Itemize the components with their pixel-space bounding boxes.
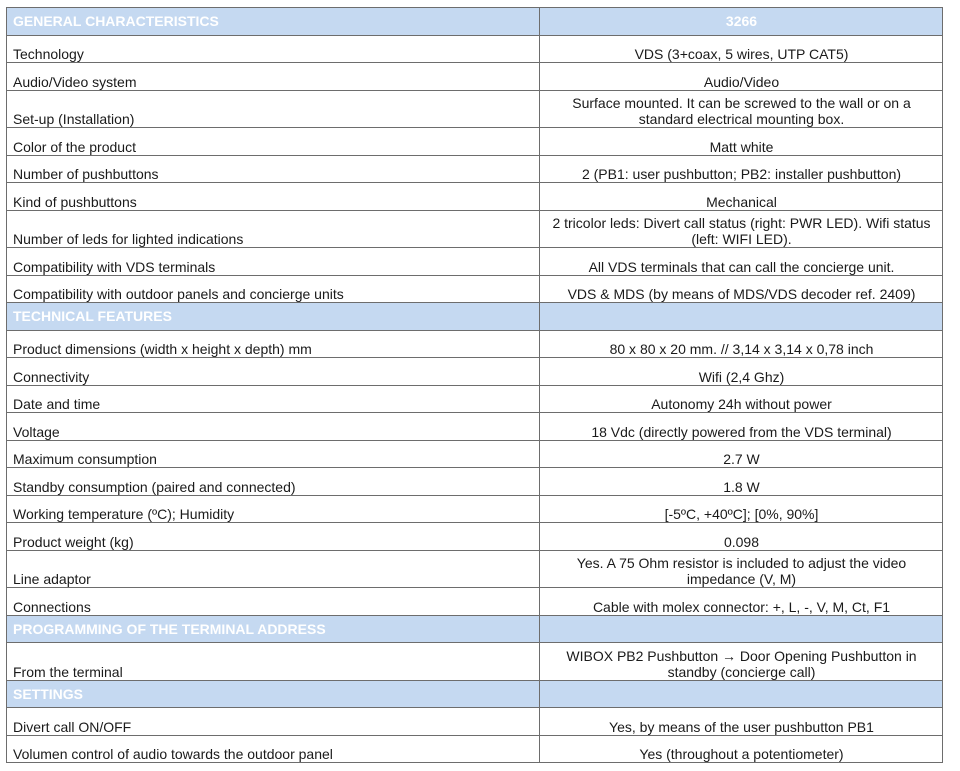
row-value: 80 x 80 x 20 mm. // 3,14 x 3,14 x 0,78 inch	[540, 330, 943, 358]
section-value	[540, 680, 943, 708]
table-row	[7, 330, 943, 358]
section-value	[540, 615, 943, 643]
row-value: 2.7 W	[540, 440, 943, 468]
row-label: Technology	[7, 35, 540, 63]
section-title: SETTINGS	[7, 680, 540, 708]
row-value: Yes. A 75 Ohm resistor is included to adjust the video impedance (V, M)	[540, 550, 943, 588]
row-value: VDS (3+coax, 5 wires, UTP CAT5)	[540, 35, 943, 63]
row-value: 1.8 W	[540, 468, 943, 496]
row-label: Number of pushbuttons	[7, 155, 540, 183]
row-label: Connectivity	[7, 358, 540, 386]
row-label: Compatibility with outdoor panels and concierge units	[7, 275, 540, 303]
row-value: VDS & MDS (by means of MDS/VDS decoder ref. 2409)	[540, 275, 943, 303]
table-row	[7, 248, 943, 276]
table-row	[7, 128, 943, 156]
row-label: Working temperature (ºC); Humidity	[7, 495, 540, 523]
table-row	[7, 413, 943, 441]
spec-table	[6, 7, 943, 763]
section-header-technical	[7, 303, 943, 331]
row-label: Kind of pushbuttons	[7, 183, 540, 211]
table-row	[7, 495, 943, 523]
row-value: [-5ºC, +40ºC]; [0%, 90%]	[540, 495, 943, 523]
section-header-general	[7, 8, 943, 36]
table-row	[7, 735, 943, 763]
row-label: Maximum consumption	[7, 440, 540, 468]
table-row	[7, 643, 943, 681]
row-label: Voltage	[7, 413, 540, 441]
row-value: 0.098	[540, 523, 943, 551]
row-value: Yes (throughout a potentiometer)	[540, 735, 943, 763]
row-value: Yes, by means of the user pushbutton PB1	[540, 708, 943, 736]
model-number: 3266	[540, 8, 943, 36]
table-row	[7, 468, 943, 496]
row-label: Set-up (Installation)	[7, 90, 540, 128]
row-label: Standby consumption (paired and connected)	[7, 468, 540, 496]
section-header-programming	[7, 615, 943, 643]
table-row	[7, 183, 943, 211]
row-label: Line adaptor	[7, 550, 540, 588]
row-value: WIBOX PB2 Pushbutton → Door Opening Pushbutton in standby (concierge call)	[540, 643, 943, 681]
row-value: Mechanical	[540, 183, 943, 211]
table-row	[7, 63, 943, 91]
table-row	[7, 155, 943, 183]
table-row	[7, 708, 943, 736]
table-row	[7, 358, 943, 386]
row-value: Autonomy 24h without power	[540, 385, 943, 413]
row-label: Volumen control of audio towards the outdoor panel	[7, 735, 540, 763]
row-label: Product dimensions (width x height x depth) mm	[7, 330, 540, 358]
table-row	[7, 440, 943, 468]
row-label: Audio/Video system	[7, 63, 540, 91]
row-label: From the terminal	[7, 643, 540, 681]
section-title: GENERAL CHARACTERISTICS	[7, 8, 540, 36]
section-title: TECHNICAL FEATURES	[7, 303, 540, 331]
row-value: All VDS terminals that can call the concierge unit.	[540, 248, 943, 276]
section-header-settings	[7, 680, 943, 708]
section-title: PROGRAMMING OF THE TERMINAL ADDRESS	[7, 615, 540, 643]
table-row	[7, 35, 943, 63]
table-row	[7, 550, 943, 588]
section-value	[540, 303, 943, 331]
row-label: Date and time	[7, 385, 540, 413]
table-row	[7, 523, 943, 551]
table-row	[7, 385, 943, 413]
row-label: Number of leds for lighted indications	[7, 210, 540, 248]
row-value: Matt white	[540, 128, 943, 156]
table-row	[7, 210, 943, 248]
row-value: 2 tricolor leds: Divert call status (right: PWR LED). Wifi status (left: WIFI LED).	[540, 210, 943, 248]
row-value: 18 Vdc (directly powered from the VDS terminal)	[540, 413, 943, 441]
row-value: Wifi (2,4 Ghz)	[540, 358, 943, 386]
row-label: Connections	[7, 588, 540, 616]
table-row	[7, 275, 943, 303]
row-value: Audio/Video	[540, 63, 943, 91]
table-row	[7, 90, 943, 128]
row-value: Surface mounted. It can be screwed to the wall or on a standard electrical mounting box.	[540, 90, 943, 128]
table-row	[7, 588, 943, 616]
row-value: Cable with molex connector: +, L, -, V, M, Ct, F1	[540, 588, 943, 616]
row-label: Divert call ON/OFF	[7, 708, 540, 736]
row-label: Color of the product	[7, 128, 540, 156]
row-label: Product weight (kg)	[7, 523, 540, 551]
row-label: Compatibility with VDS terminals	[7, 248, 540, 276]
row-value: 2 (PB1: user pushbutton; PB2: installer pushbutton)	[540, 155, 943, 183]
